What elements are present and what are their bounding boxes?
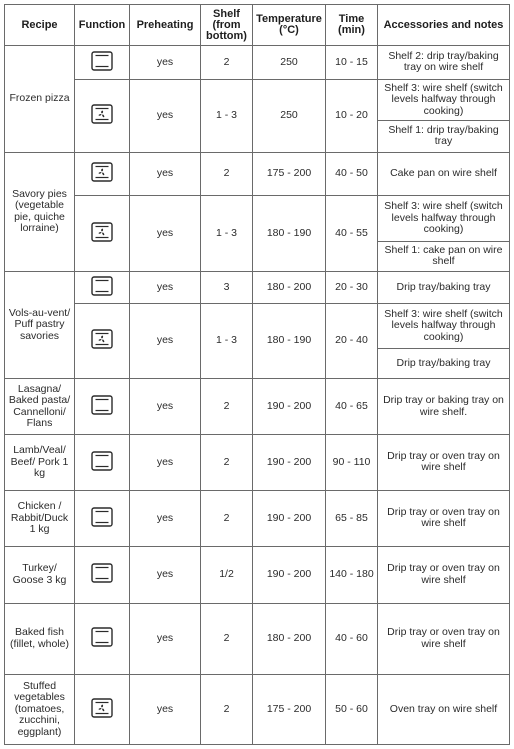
- shelf-cell: 1/2: [201, 546, 253, 603]
- recipe-cell: Turkey/ Goose 3 kg: [5, 546, 75, 603]
- shelf-cell: 2: [201, 379, 253, 435]
- shelf-cell: 2: [201, 603, 253, 674]
- notes-cell: Shelf 3: wire shelf (switch levels halfway through cooking): [378, 79, 510, 121]
- temperature-cell: 175 - 200: [253, 674, 326, 744]
- table-row: [5, 546, 510, 603]
- table-row: [5, 46, 510, 80]
- function-cell: [75, 435, 130, 491]
- notes-cell: Drip tray or baking tray on wire shelf.: [378, 379, 510, 435]
- time-cell: 40 - 65: [326, 379, 378, 435]
- recipe-cell: Chicken / Rabbit/Duck 1 kg: [5, 490, 75, 546]
- shelf-cell: 1 - 3: [201, 196, 253, 271]
- shelf-cell: 2: [201, 490, 253, 546]
- temperature-cell: 190 - 200: [253, 379, 326, 435]
- notes-cell: Shelf 1: cake pan on wire shelf: [378, 242, 510, 271]
- notes-cell: Drip tray or oven tray on wire shelf: [378, 490, 510, 546]
- recipe-cell: Savory pies (vegetable pie, quiche lorraine): [5, 152, 75, 271]
- preheating-cell: yes: [130, 379, 201, 435]
- recipe-cell: Lasagna/ Baked pasta/ Cannelloni/ Flans: [5, 379, 75, 435]
- table-row: [5, 603, 510, 674]
- preheating-cell: yes: [130, 79, 201, 152]
- temperature-cell: 190 - 200: [253, 546, 326, 603]
- conventional-oven-icon: [77, 51, 127, 75]
- conventional-oven-icon: [77, 395, 127, 419]
- preheating-cell: yes: [130, 152, 201, 196]
- preheating-cell: yes: [130, 603, 201, 674]
- notes-cell: Drip tray or oven tray on wire shelf: [378, 435, 510, 491]
- function-cell: [75, 46, 130, 80]
- conventional-oven-icon: [77, 563, 127, 587]
- shelf-cell: 2: [201, 152, 253, 196]
- time-cell: 90 - 110: [326, 435, 378, 491]
- temperature-cell: 190 - 200: [253, 435, 326, 491]
- recipe-cell: Frozen pizza: [5, 46, 75, 153]
- preheating-cell: yes: [130, 435, 201, 491]
- time-cell: 40 - 50: [326, 152, 378, 196]
- function-cell: [75, 152, 130, 196]
- table-row: [5, 490, 510, 546]
- shelf-cell: 2: [201, 674, 253, 744]
- fan-oven-icon: [77, 162, 127, 186]
- function-cell: [75, 379, 130, 435]
- header-accessories: Accessories and notes: [378, 5, 510, 46]
- preheating-cell: yes: [130, 271, 201, 304]
- fan-oven-icon: [77, 222, 127, 246]
- header-temperature: Temperature (°C): [253, 5, 326, 46]
- table-row: [5, 435, 510, 491]
- shelf-cell: 3: [201, 271, 253, 304]
- function-cell: [75, 304, 130, 379]
- temperature-cell: 250: [253, 46, 326, 80]
- recipe-cell: Lamb/Veal/ Beef/ Pork 1 kg: [5, 435, 75, 491]
- notes-cell: Shelf 2: drip tray/baking tray on wire shelf: [378, 46, 510, 80]
- recipe-cell: Baked fish (fillet, whole): [5, 603, 75, 674]
- conventional-oven-icon: [77, 451, 127, 475]
- preheating-cell: yes: [130, 304, 201, 379]
- fan-oven-icon: [77, 698, 127, 722]
- time-cell: 140 - 180: [326, 546, 378, 603]
- notes-cell: Cake pan on wire shelf: [378, 152, 510, 196]
- notes-cell: Oven tray on wire shelf: [378, 674, 510, 744]
- conventional-oven-icon: [77, 276, 127, 300]
- table-row: [5, 152, 510, 196]
- time-cell: 10 - 20: [326, 79, 378, 152]
- function-cell: [75, 490, 130, 546]
- temperature-cell: 190 - 200: [253, 490, 326, 546]
- time-cell: 20 - 40: [326, 304, 378, 379]
- recipe-cell: Vols-au-vent/ Puff pastry savories: [5, 271, 75, 379]
- time-cell: 10 - 15: [326, 46, 378, 80]
- function-cell: [75, 271, 130, 304]
- notes-cell: Shelf 3: wire shelf (switch levels halfway through cooking): [378, 304, 510, 349]
- header-shelf: Shelf (from bottom): [201, 5, 253, 46]
- conventional-oven-icon: [77, 507, 127, 531]
- shelf-cell: 1 - 3: [201, 304, 253, 379]
- function-cell: [75, 196, 130, 271]
- temperature-cell: 180 - 200: [253, 271, 326, 304]
- temperature-cell: 180 - 190: [253, 196, 326, 271]
- temperature-cell: 180 - 190: [253, 304, 326, 379]
- preheating-cell: yes: [130, 546, 201, 603]
- time-cell: 50 - 60: [326, 674, 378, 744]
- table-row: [5, 379, 510, 435]
- notes-cell: Shelf 1: drip tray/baking tray: [378, 121, 510, 152]
- header-function: Function: [75, 5, 130, 46]
- table-row: [5, 271, 510, 304]
- notes-cell: Drip tray or oven tray on wire shelf: [378, 603, 510, 674]
- time-cell: 20 - 30: [326, 271, 378, 304]
- recipe-cell: Stuffed vegetables (tomatoes, zucchini, eggplant): [5, 674, 75, 744]
- table-row: [5, 674, 510, 744]
- time-cell: 40 - 60: [326, 603, 378, 674]
- shelf-cell: 1 - 3: [201, 79, 253, 152]
- notes-cell: Drip tray/baking tray: [378, 271, 510, 304]
- preheating-cell: yes: [130, 46, 201, 80]
- table-row: [5, 304, 510, 349]
- function-cell: [75, 674, 130, 744]
- notes-cell: Shelf 3: wire shelf (switch levels halfway through cooking): [378, 196, 510, 242]
- cooking-table: [4, 4, 510, 745]
- temperature-cell: 175 - 200: [253, 152, 326, 196]
- shelf-cell: 2: [201, 46, 253, 80]
- temperature-cell: 180 - 200: [253, 603, 326, 674]
- shelf-cell: 2: [201, 435, 253, 491]
- header-time: Time (min): [326, 5, 378, 46]
- notes-cell: Drip tray/baking tray: [378, 348, 510, 378]
- preheating-cell: yes: [130, 674, 201, 744]
- table-row: [5, 196, 510, 242]
- function-cell: [75, 546, 130, 603]
- time-cell: 65 - 85: [326, 490, 378, 546]
- function-cell: [75, 603, 130, 674]
- fan-oven-icon: [77, 104, 127, 128]
- time-cell: 40 - 55: [326, 196, 378, 271]
- fan-oven-icon: [77, 329, 127, 353]
- preheating-cell: yes: [130, 196, 201, 271]
- header-preheating: Preheating: [130, 5, 201, 46]
- header-row: [5, 5, 510, 46]
- header-recipe: Recipe: [5, 5, 75, 46]
- function-cell: [75, 79, 130, 152]
- conventional-oven-icon: [77, 627, 127, 651]
- notes-cell: Drip tray or oven tray on wire shelf: [378, 546, 510, 603]
- temperature-cell: 250: [253, 79, 326, 152]
- preheating-cell: yes: [130, 490, 201, 546]
- table-row: [5, 79, 510, 121]
